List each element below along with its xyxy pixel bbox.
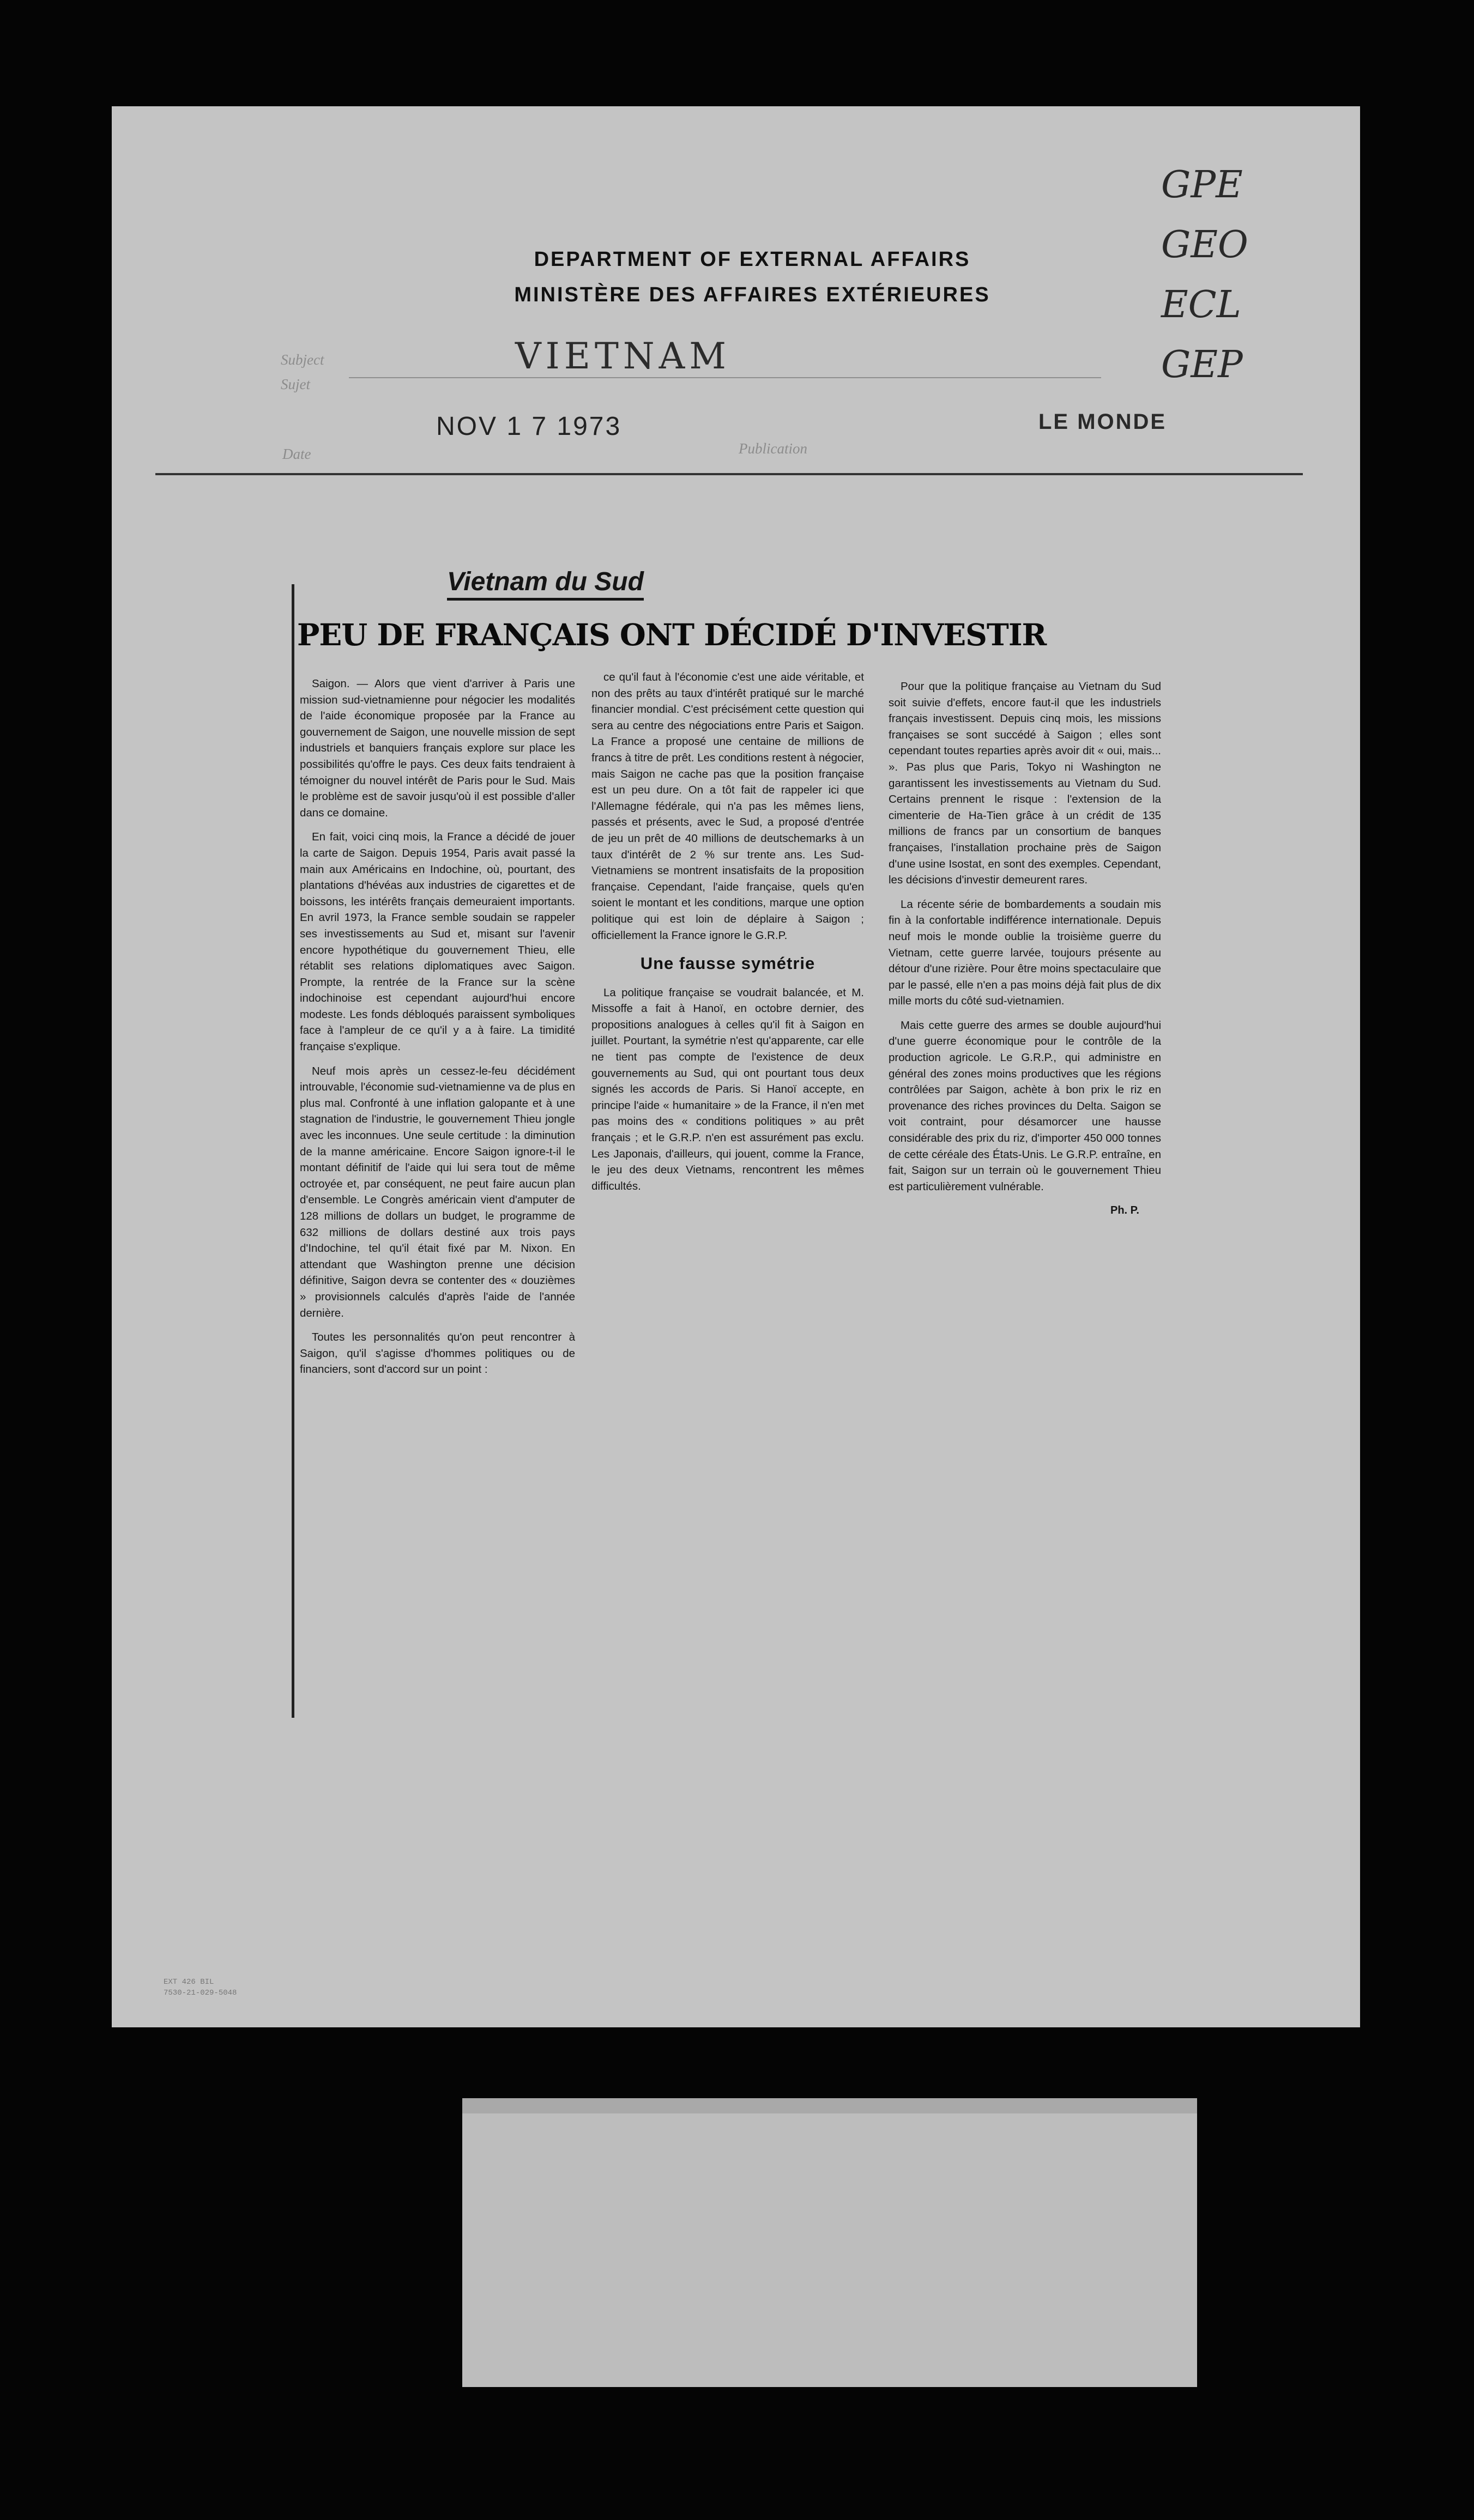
article-paragraph: La politique française se voudrait balancée, et M. Missoffe a fait à Hanoï, en octobre dernier, des propositions analogues à celles qu'il fit à Saigon en juillet. Pourtant, la symétrie n'est qu'apparente, car elle ne tient pas compte de l'existence de deux gouvernements au Sud, qui ont pourtant tous deux signés les accords de Paris. Si Hanoï accepte, en principe l'aide « humanitaire » de la France, il n'en met pas moins des « conditions politiques » au prêt français ; et le G.R.P. n'en est assurément pas exclu. Les Japonais, d'ailleurs, qui jouent, comme la France, le jeu des deux Vietnams, rencontrent les mêmes difficultés. (591, 986, 864, 1192)
subject-label-fr: Sujet (281, 376, 310, 392)
article-paragraph: Pour que la politique française au Vietnam du Sud soit suivie d'effets, encore faut-il que les industriels français investissent. Depuis cinq mois, les missions françaises se sont succédé à Saigon ; elles sont cependant toutes reparties après avoir dit « oui, mais... ». Pas plus que Paris, Tokyo ni Washington ne garantissent les investissements au Vietnam du Sud. Certains prennent le risque : l'extension de la cimenterie de Ha-Tien grâce à un crédit de 135 millions de francs par un consortium de banques françaises, l'installation prochaine près de Saigon d'une usine Isostat, en sont des exemples. Cependant, les décisions d'investir demeurent rares. (889, 680, 1161, 887)
article-paragraph: ce qu'il faut à l'économie c'est une aide véritable, et non des prêts au taux d'intérêt pratiqué sur le marché financier mondial. C'est précisément cette question qui sera au centre des négociations entre Paris et Saigon. La France a proposé une centaine de millions de francs à titre de prêt. Les conditions restent à négocier, mais Saigon ne cache pas que la position française est un peu dure. On a tôt fait de rappeler ici que l'Allemagne fédérale, qui n'a pas les mêmes liens, passés et présents, avec le Sud, a proposé d'entrée de jeu un prêt de 40 millions de deutschemarks à un taux d'intérêt de 2 % sur trente ans. Les Sud-Vietnamiens se montrent insatisfaits de la proposition française. Cependant, l'aide française, quels qu'en soient le montant et les conditions, marque une option politique qui est loin de déplaire à Saigon ; officiellement la France ignore le G.R.P. (591, 671, 864, 942)
article-paragraph: Saigon. — Alors que vient d'arriver à Paris une mission sud-vietnamienne pour négocier les modalités de l'aide économique proposée par la France au gouvernement de Saigon, une nouvelle mission de sept industriels et banquiers français explore sur place les possibilités qu'offre le pays. Ces deux faits tendraient à témoigner du nouvel intérêt de Paris pour le Sud. Mais le problème est de savoir jusqu'où il est possible d'aller dans ce domaine. (300, 677, 575, 819)
subject-label: Subject (281, 352, 324, 368)
article-paragraph: Neuf mois après un cessez-le-feu décidément introuvable, l'économie sud-vietnamienne va de plus en plus mal. Confronté à une inflation galopante et à une stagnation de l'industrie, le gouvernement Thieu jongle avec les inconnues. Une seule certitude : la diminution de la manne américaine. Encore Saigon ignore-t-il le montant définitif de l'aide qui lui sera tout de même octroyée et, par conséquent, ne peut faire aucun plan d'ensemble. Le Congrès américain vient d'amputer de 128 millions de dollars un budget, le programme de 632 millions de dollars destiné aux trois pays d'Indochine, tel qu'il était fixé par M. Nixon. En attendant que Washington prenne une décision définitive, Saigon devra se contenter des « douzièmes » provisionnels calculés d'après l'aide de l'année dernière. (300, 1064, 575, 1319)
article-column-1 (300, 676, 575, 1386)
article-paragraph: Mais cette guerre des armes se double aujourd'hui d'une guerre économique pour le contrôle de la production agricole. Le G.R.P., qui administre en général des zones moins productives que les régions contrôlées par Saigon, achète à bon prix le riz en provenance des riches provinces du Delta. Saigon se voit contraint, pour désamorcer une hausse considérable des prix du riz, d'importer 450 000 tonnes de cette céréale des États-Unis. Le G.R.P. entraîne, en fait, Saigon sur un terrain où le gouvernement Thieu est particulièrement vulnérable. (889, 1019, 1161, 1193)
clipping-margin-bar (292, 584, 294, 1718)
division-code: GEO (1161, 223, 1248, 266)
division-code: ECL (1161, 283, 1241, 326)
blank-card (462, 2098, 1197, 2387)
form-code: EXT 426 BIL 7530-21-029-5048 (164, 1978, 237, 1997)
blank-card-edge (462, 2098, 1197, 2113)
publication-label: Publication (739, 440, 807, 457)
division-code: GEP (1161, 343, 1243, 386)
article-column-3 (889, 679, 1161, 1219)
subject-rule (349, 377, 1101, 378)
subject-value: VIETNAM (515, 335, 730, 377)
article-headline: PEU DE FRANÇAIS ONT DÉCIDÉ D'INVESTIR (297, 617, 1047, 652)
date-stamp: NOV 1 7 1973 (436, 412, 622, 441)
article-signature: Ph. P. (1110, 1204, 1139, 1217)
department-name-en: DEPARTMENT OF EXTERNAL AFFAIRS (534, 248, 971, 271)
form-divider (155, 473, 1303, 475)
article-paragraph: En fait, voici cinq mois, la France a décidé de jouer la carte de Saigon. Depuis 1954, Paris avait passé la main aux Américains en Indochine, où, pourtant, des plantations d'hévéas aux industries de cigarettes et de boissons, les intérêts français demeuraient importants. En avril 1973, la France semble soudain se rappeler ses investissements au Sud et, misant sur l'avenir encore hypothétique du gouvernement Thieu, elle rétablit ses relations diplomatiques avec Saigon. Prompte, la rentrée de la France sur la scène indochinoise est cependant aujourd'hui encore modeste. Les fonds débloqués paraissent symboliques face à l'ampleur de ce qu'il y a à faire. La timidité française s'explique. (300, 831, 575, 1053)
article-subheading: Une fausse symétrie (640, 954, 815, 973)
article-column-2 (591, 669, 864, 1202)
publication-name: LE MONDE (1038, 410, 1167, 434)
division-code: GPE (1161, 163, 1243, 207)
article-paragraph: La récente série de bombardements a soudain mis fin à la confortable indifférence internationale. Depuis neuf mois le monde oublie la troisième guerre du Vietnam, cette guerre larvée, toujours présente au détour d'une rizière. Pour être moins spectaculaire que par le passé, elle n'en a pas moins déjà fait plus de dix mille morts du côté sud-vietnamien. (889, 898, 1161, 1008)
handwritten-division-codes (1161, 155, 1297, 395)
department-name-fr: MINISTÈRE DES AFFAIRES EXTÉRIEURES (514, 283, 990, 306)
article-paragraph: Toutes les personnalités qu'on peut rencontrer à Saigon, qu'il s'agisse d'hommes politiques ou de financiers, sont d'accord sur un point : (300, 1331, 575, 1376)
date-label: Date (282, 446, 311, 462)
article-kicker: Vietnam du Sud (447, 567, 644, 601)
